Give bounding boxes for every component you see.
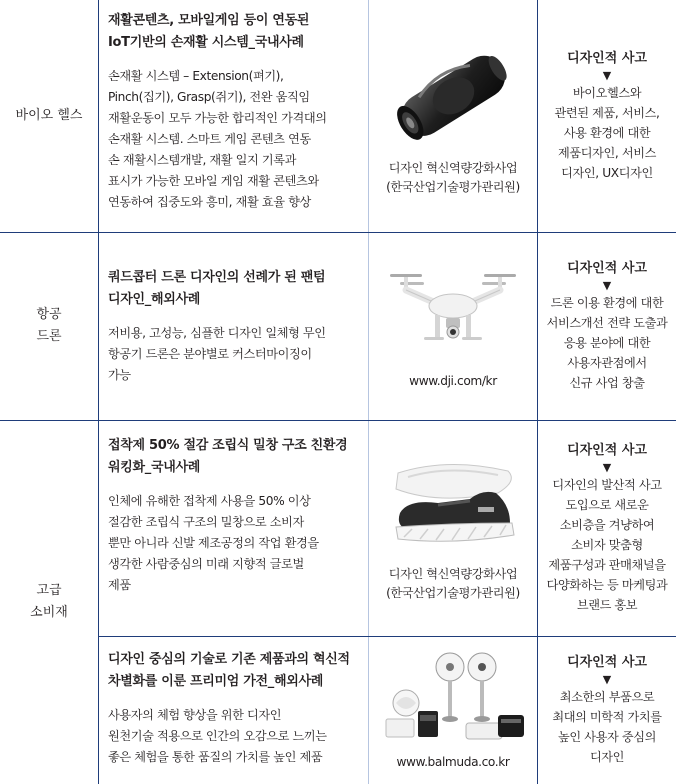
design-thinking-text: 드론 이용 환경에 대한 서비스개선 전략 도출과 응용 분야에 대한 사용자관점에서 신규 사업 창출 [546,296,668,390]
description-cell [99,232,369,420]
down-arrow-icon: ▼ [602,673,612,687]
category-cell: 항공 드론 [0,232,99,420]
design-thinking-text: 바이오헬스와 관련된 제품, 서비스, 사용 환경에 대한 제품디자인, 서비스 디자인, UX디자인 [554,85,660,180]
design-thinking-text: 디자인의 발산적 사고 도입으로 새로운 소비층을 겨냥하여 소비자 맞춤형 제품구성과 판매채널을 다양화하는 등 마케팅과 브랜드 홍보 [546,478,668,612]
image-cell [369,636,538,784]
design-thinking-cell [538,0,676,232]
case-title: 쿼드콥터 드론 디자인의 선례가 된 팬텀 디자인_해외사례 [108,269,326,307]
category-cell [0,0,99,232]
design-thinking-cell [538,232,676,420]
case-description: 사용자의 체험 향상을 위한 디자인 원천기술 적용으로 인간의 오감으로 느끼는 좋은 체험을 통한 품질의 가치를 높인 제품 [108,707,327,764]
image-cell [369,420,538,636]
table-row [0,232,676,420]
description-cell [99,636,369,784]
premium-appliances-image [378,649,528,747]
case-title: 재활콘텐츠, 모바일게임 등이 연동된 IoT기반의 손재활 시스템_국내사례 [108,13,310,50]
shoe-image [378,453,528,563]
description-cell [99,0,369,232]
image-cell [369,0,538,232]
design-thinking-heading: 디자인적 사고 [567,443,647,458]
table-row [0,0,676,232]
design-thinking-heading: 디자인적 사고 [567,50,647,66]
image-caption: www.balmuda.co.kr [396,754,510,769]
case-description: 인체에 유해한 접착제 사용을 50% 이상 절감한 조립식 구조의 밀창으로 소비자 뿐만 아니라 신발 제조공정의 작업 환경을 생각한 사람중심의 미래 지향적 글로벌 제품 [108,493,319,592]
down-arrow-icon: ▼ [602,279,612,292]
category-label: 바이오 헬스 [15,107,83,123]
table-row [0,636,676,784]
down-arrow-icon: ▼ [602,461,612,474]
design-thinking-heading: 디자인적 사고 [567,655,647,671]
hand-rehab-device-image [378,35,528,155]
table-row [0,420,676,636]
design-thinking-cell [538,636,676,784]
case-description: 저비용, 고성능, 심플한 디자인 일체형 무인 항공기 드론은 분야별로 커스터마이징이 가능 [108,325,326,382]
image-caption: 디자인 혁신역량강화사업 (한국산업기술평가관리원) [386,160,520,194]
drone-image [378,262,528,362]
down-arrow-icon: ▼ [602,68,612,82]
description-cell [99,420,369,636]
design-thinking-cell [538,420,676,636]
image-cell [369,232,538,420]
design-thinking-heading: 디자인적 사고 [567,261,647,276]
image-caption: 디자인 혁신역량강화사업 (한국산업기술평가관리원) [386,567,520,600]
case-title: 접착제 50% 절감 조립식 밀창 구조 친환경 워킹화_국내사례 [108,437,348,475]
design-thinking-text: 최소한의 부품으로 최대의 미학적 가치를 높인 사용자 중심의 디자인 [552,690,662,765]
image-caption: www.dji.com/kr [409,373,497,388]
case-description: 손재활 시스템 – Extension(펴기), Pinch(집기), Grasp(쥐기), 전완 움직임 재활운동이 모두 가능한 합리적인 가격대의 손재활 시스템. 스마트 게임 콘텐츠 연동 손 재활시스템개발, 재활 일지 기록과 표시가 가능한 모바일 게임 재활 콘텐츠와 연동하여 집중도와 흥미, 재활 효율 향상 [108,69,327,209]
case-title: 디자인 중심의 기술로 기존 제품과의 혁신적 차별화를 이룬 프리미엄 가전_해외사례 [108,651,350,689]
category-cell: 고급 소비재 [0,420,99,784]
